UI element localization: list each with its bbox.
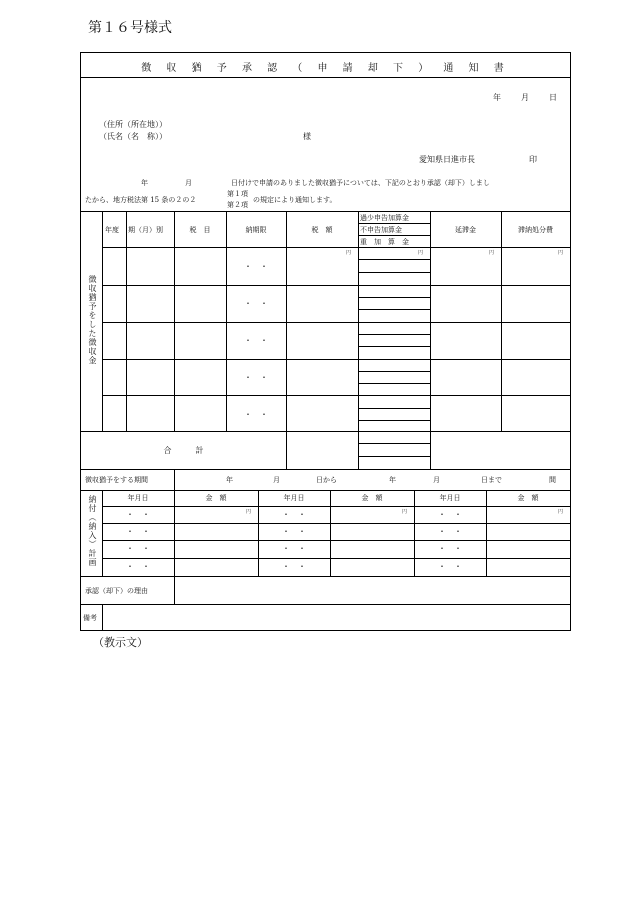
- plan-date-dots: ・ ・: [126, 544, 150, 553]
- body-year: 年: [141, 179, 148, 187]
- header-tax-amount: 税 額: [311, 226, 333, 234]
- plan-amount-header: 金 額: [517, 494, 539, 502]
- plan-date-dots: ・ ・: [282, 527, 306, 536]
- plan-date-dots: ・ ・: [282, 544, 306, 553]
- issuer-seal: 印: [529, 155, 537, 164]
- plan-date-header: 年月日: [127, 494, 149, 502]
- honorific: 様: [303, 132, 311, 141]
- yen-mark: 円: [402, 509, 408, 515]
- yen-mark: 円: [558, 250, 564, 256]
- period-year2: 年: [389, 476, 396, 484]
- period-year: 年: [226, 476, 233, 484]
- instruction-note: （教示文）: [93, 636, 148, 649]
- plan-date-dots: ・ ・: [438, 562, 462, 571]
- clause-1: 第１項: [227, 190, 248, 198]
- due-date-dots: ・ ・: [244, 410, 268, 419]
- plan-date-dots: ・ ・: [438, 527, 462, 536]
- date-month: 月: [521, 93, 529, 102]
- due-date-dots: ・ ・: [244, 336, 268, 345]
- issuer-name: 愛知県日進市長: [419, 155, 475, 164]
- date-day: 日: [549, 93, 557, 102]
- header-tax-item: 税 目: [189, 226, 211, 234]
- remarks-label: 備考: [83, 614, 97, 622]
- yen-mark: 円: [489, 250, 495, 256]
- plan-date-dots: ・ ・: [282, 562, 306, 571]
- plan-date-dots: ・ ・: [438, 510, 462, 519]
- plan-amount-header: 金 額: [205, 494, 227, 502]
- clause-2: 第２項: [227, 201, 248, 209]
- plan-date-dots: ・ ・: [126, 527, 150, 536]
- due-date-dots: ・ ・: [244, 299, 268, 308]
- yen-mark: 円: [346, 250, 352, 256]
- name-label: （氏名（名 称））: [99, 132, 167, 141]
- yen-mark: 円: [418, 250, 424, 256]
- plan-date-header: 年月日: [283, 494, 305, 502]
- body-month: 月: [185, 179, 192, 187]
- period-month: 月: [273, 476, 280, 484]
- form-title: 徴 収 猶 予 承 認 （ 申 請 却 下 ） 通 知 書: [141, 63, 510, 74]
- header-surcharge-1: 過少申告加算金: [360, 214, 409, 222]
- collection-side-label: 徴収猶予をした徴収金: [88, 275, 97, 365]
- header-surcharge-3: 重 加 算 金: [360, 238, 409, 246]
- total-label: 合 計: [163, 446, 204, 455]
- period-days: 間: [549, 476, 556, 484]
- header-period: 期（月）別: [128, 226, 163, 234]
- yen-mark: 円: [246, 509, 252, 515]
- body-line1: 日付けで申請のありました徴収猶予については、下記のとおり承認（却下）しまし: [231, 179, 490, 187]
- payment-plan-side-label: 納付（納入）計画: [88, 495, 97, 567]
- plan-date-dots: ・ ・: [126, 510, 150, 519]
- header-surcharge-2: 不申告加算金: [360, 226, 402, 234]
- period-from: 日から: [316, 476, 337, 484]
- body-line2-b: の規定により通知します。: [253, 196, 337, 204]
- date-year: 年: [493, 93, 501, 102]
- plan-date-dots: ・ ・: [438, 544, 462, 553]
- header-delinquency: 延滞金: [455, 226, 476, 234]
- header-fiscal-year: 年度: [105, 226, 119, 234]
- plan-date-dots: ・ ・: [126, 562, 150, 571]
- period-month2: 月: [433, 476, 440, 484]
- yen-mark: 円: [558, 509, 564, 515]
- period-label: 徴収猶予をする期間: [85, 476, 148, 484]
- plan-amount-header: 金 額: [361, 494, 383, 502]
- address-label: （住所（所在地））: [99, 120, 167, 129]
- body-line2-a: たから、地方税法第 15 条の２の２: [85, 196, 197, 204]
- header-due-date: 納期限: [245, 226, 267, 234]
- due-date-dots: ・ ・: [244, 262, 268, 271]
- due-date-dots: ・ ・: [244, 373, 268, 382]
- form-number: 第１６号様式: [88, 20, 172, 36]
- period-to: 日まで: [481, 476, 502, 484]
- plan-date-dots: ・ ・: [282, 510, 306, 519]
- reason-label: 承認（却下）の理由: [85, 587, 148, 595]
- notice-form: [80, 52, 571, 631]
- header-disposal-fee: 滞納処分費: [518, 226, 553, 234]
- plan-date-header: 年月日: [439, 494, 461, 502]
